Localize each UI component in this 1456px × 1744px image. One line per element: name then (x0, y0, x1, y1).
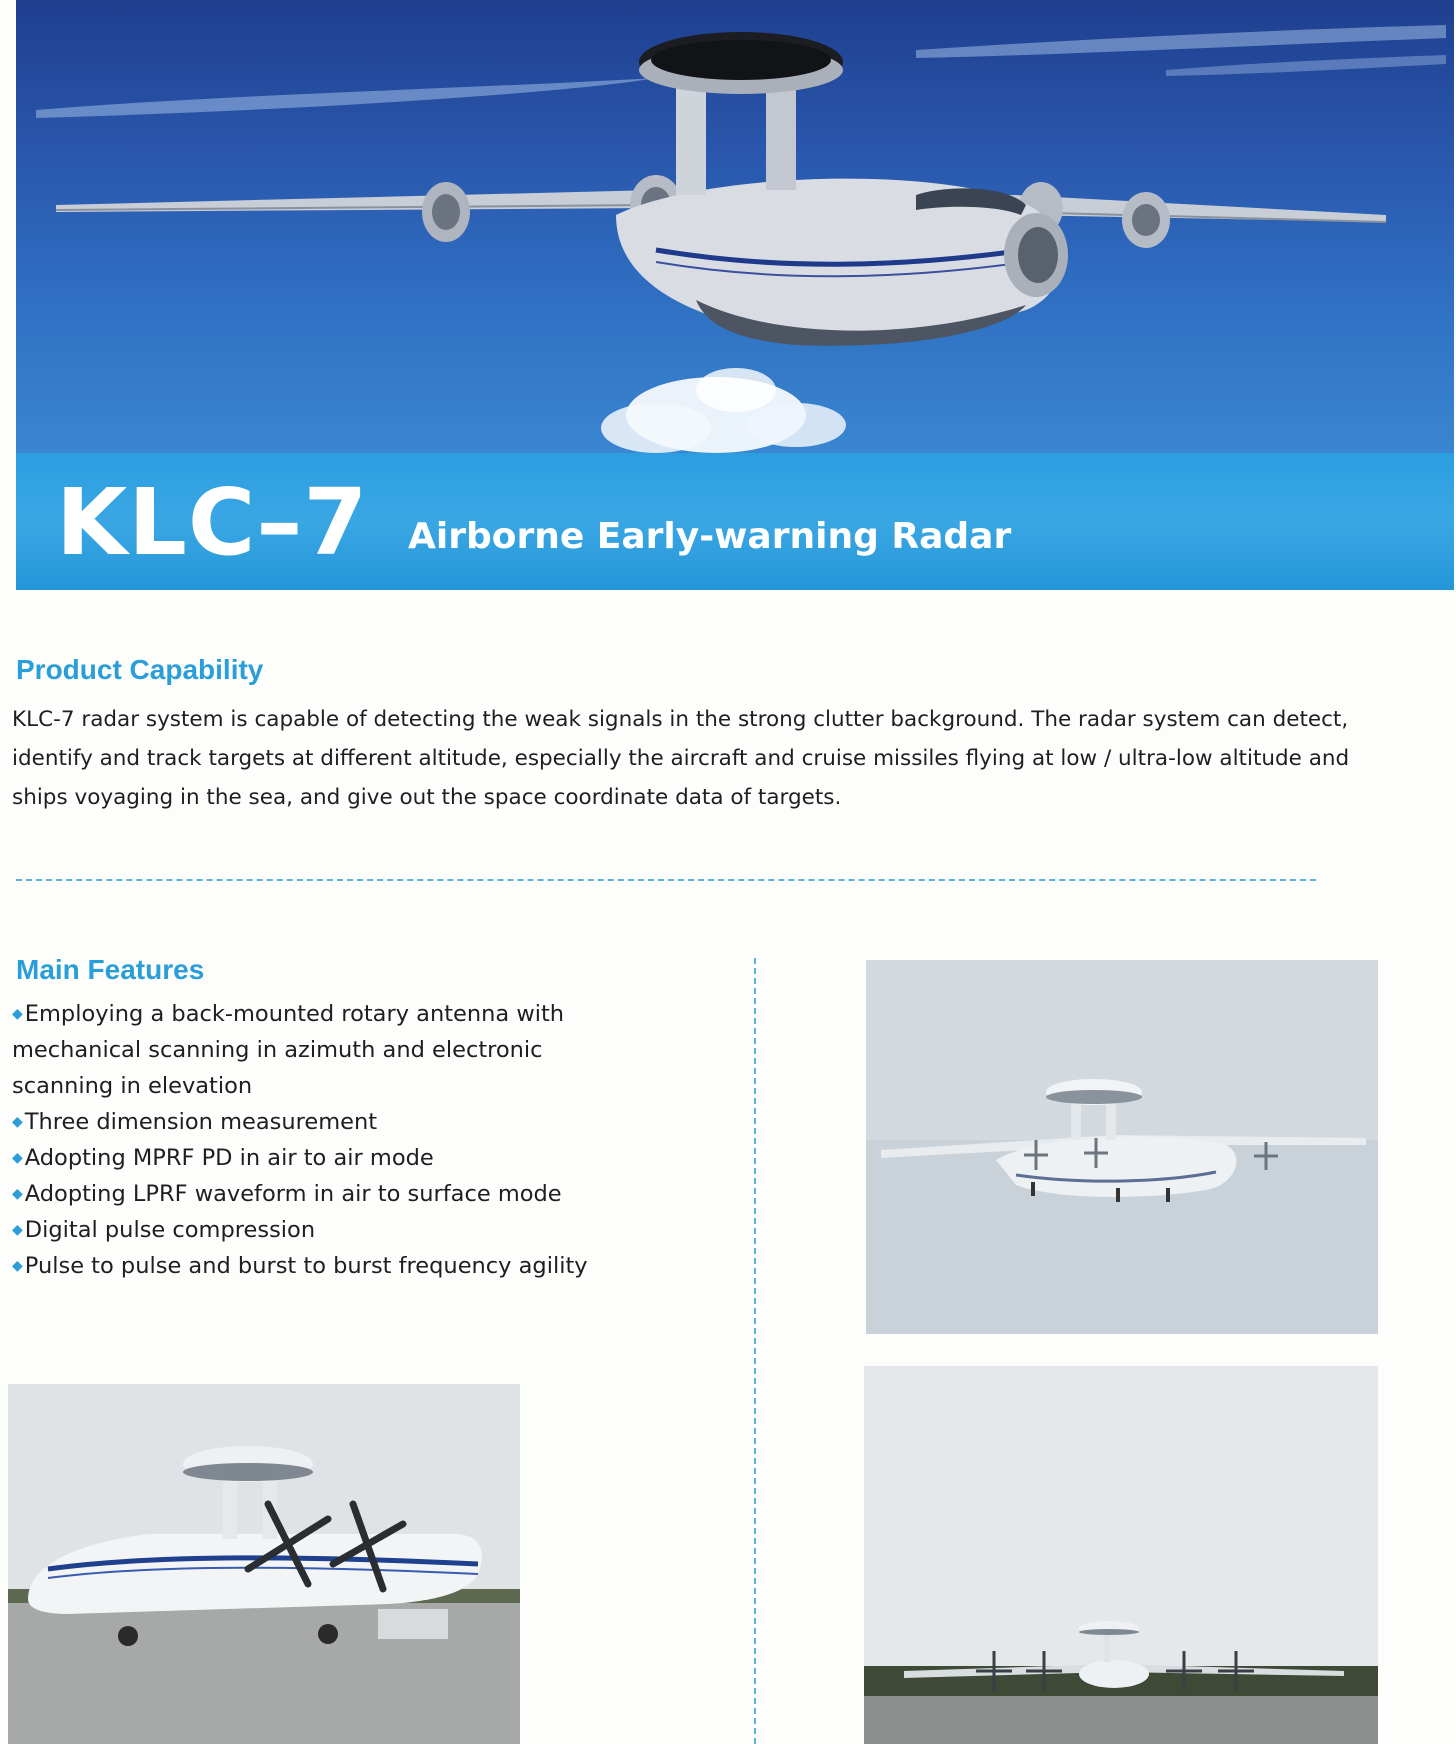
aew-aircraft-in-flight-illustration (16, 0, 1454, 455)
feature-item: ◆Three dimension measurement (12, 1109, 378, 1135)
feature-item: ◆Pulse to pulse and burst to burst frequency agility (12, 1253, 588, 1279)
diamond-bullet-icon: ◆ (12, 1222, 23, 1238)
diamond-bullet-icon: ◆ (12, 1114, 23, 1130)
capability-line: ships voyaging in the sea, and give out the space coordinate data of targets. (12, 785, 842, 810)
feature-item: ◆Adopting LPRF waveform in air to surface mode (12, 1181, 562, 1207)
product-model-title: KLC–7 (56, 469, 369, 576)
features-list (12, 996, 632, 1284)
diamond-bullet-icon: ◆ (12, 1150, 23, 1166)
feature-item: ◆Digital pulse compression (12, 1217, 316, 1243)
horizontal-divider (16, 879, 1316, 881)
aircraft-on-apron-photo (8, 1384, 520, 1744)
aircraft-on-apron-illustration (8, 1384, 520, 1744)
capability-line: identify and track targets at different altitude, especially the aircraft and cruise missiles flying at low / ultra-low altitude and (12, 746, 1350, 771)
diamond-bullet-icon: ◆ (12, 1258, 23, 1274)
capability-heading: Product Capability (16, 654, 264, 685)
diamond-bullet-icon: ◆ (12, 1006, 23, 1022)
capability-line: KLC-7 radar system is capable of detecting the weak signals in the strong clutter background. The radar system can detect, (12, 707, 1349, 732)
aircraft-flyby-photo (866, 960, 1378, 1334)
aircraft-flyby-illustration (866, 960, 1378, 1334)
capability-paragraph (12, 700, 1452, 817)
title-band (16, 453, 1454, 590)
product-subtitle: Airborne Early-warning Radar (408, 516, 1012, 557)
diamond-bullet-icon: ◆ (12, 1186, 23, 1202)
aircraft-on-runway-photo (864, 1366, 1378, 1744)
feature-item: ◆Adopting MPRF PD in air to air mode (12, 1145, 434, 1171)
vertical-divider (754, 958, 756, 1744)
hero-aircraft-photo (16, 0, 1454, 455)
aircraft-on-runway-illustration (864, 1366, 1378, 1744)
features-heading: Main Features (16, 954, 205, 985)
feature-item: ◆Employing a back-mounted rotary antenna with mechanical scanning in azimuth and electronic scanning in elevation (12, 1001, 565, 1099)
